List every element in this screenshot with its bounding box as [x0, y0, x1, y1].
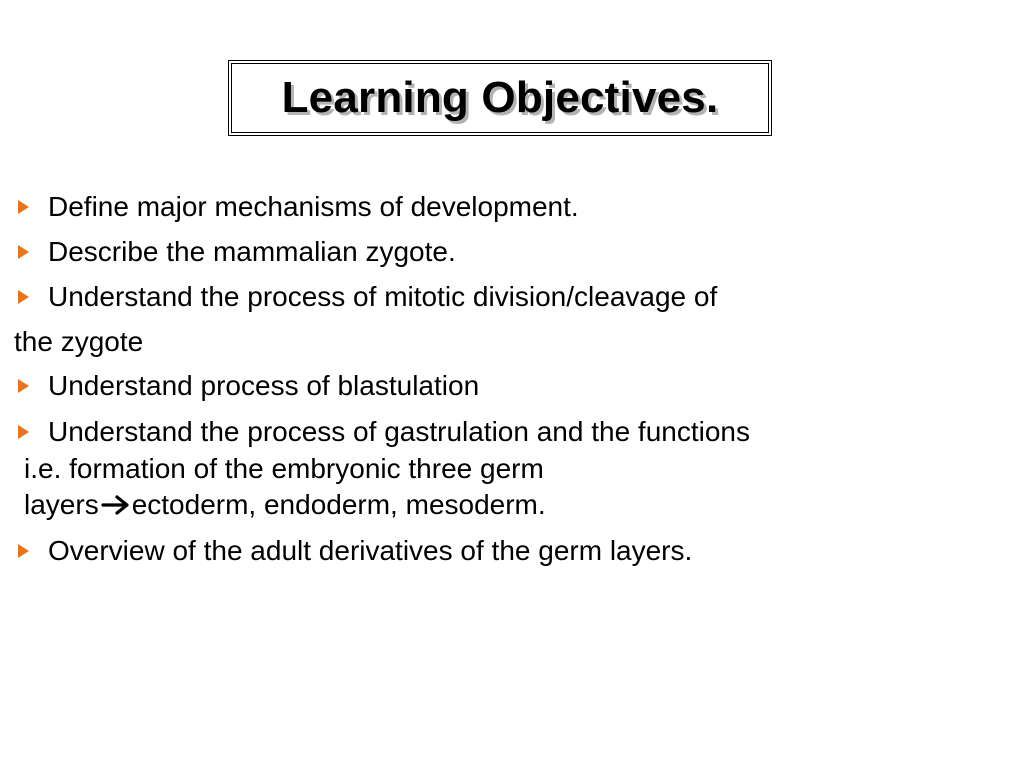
right-arrow-icon: [101, 494, 131, 516]
objective-6: Overview of the adult derivatives of the germ layers.: [48, 535, 693, 566]
bullet-arrow-icon: [18, 425, 29, 439]
objective-4: Understand process of blastulation: [48, 370, 480, 401]
bullet-arrow-icon: [18, 290, 29, 304]
bullet-arrow-icon: [18, 200, 29, 214]
bullet-arrow-icon: [18, 245, 29, 259]
bullet-arrow-icon: [18, 379, 29, 393]
objective-1: Define major mechanisms of development.: [48, 191, 579, 222]
objective-3-continuation: the zygote: [14, 326, 144, 357]
objective-3: Understand the process of mitotic division/cleavage of: [48, 281, 718, 312]
germ-layers-label: layers: [24, 489, 99, 520]
slide-title: Learning Objectives.: [281, 73, 719, 122]
objective-5-continuation: i.e. formation of the embryonic three germ: [24, 453, 544, 484]
objective-5: Understand the process of gastrulation and the functions: [48, 416, 750, 447]
bullet-arrow-icon: [18, 544, 29, 558]
objective-2: Describe the mammalian zygote.: [48, 236, 456, 267]
objective-5-continuation-2: [24, 488, 546, 522]
germ-layers-list: ectoderm, endoderm, mesoderm.: [131, 489, 546, 520]
